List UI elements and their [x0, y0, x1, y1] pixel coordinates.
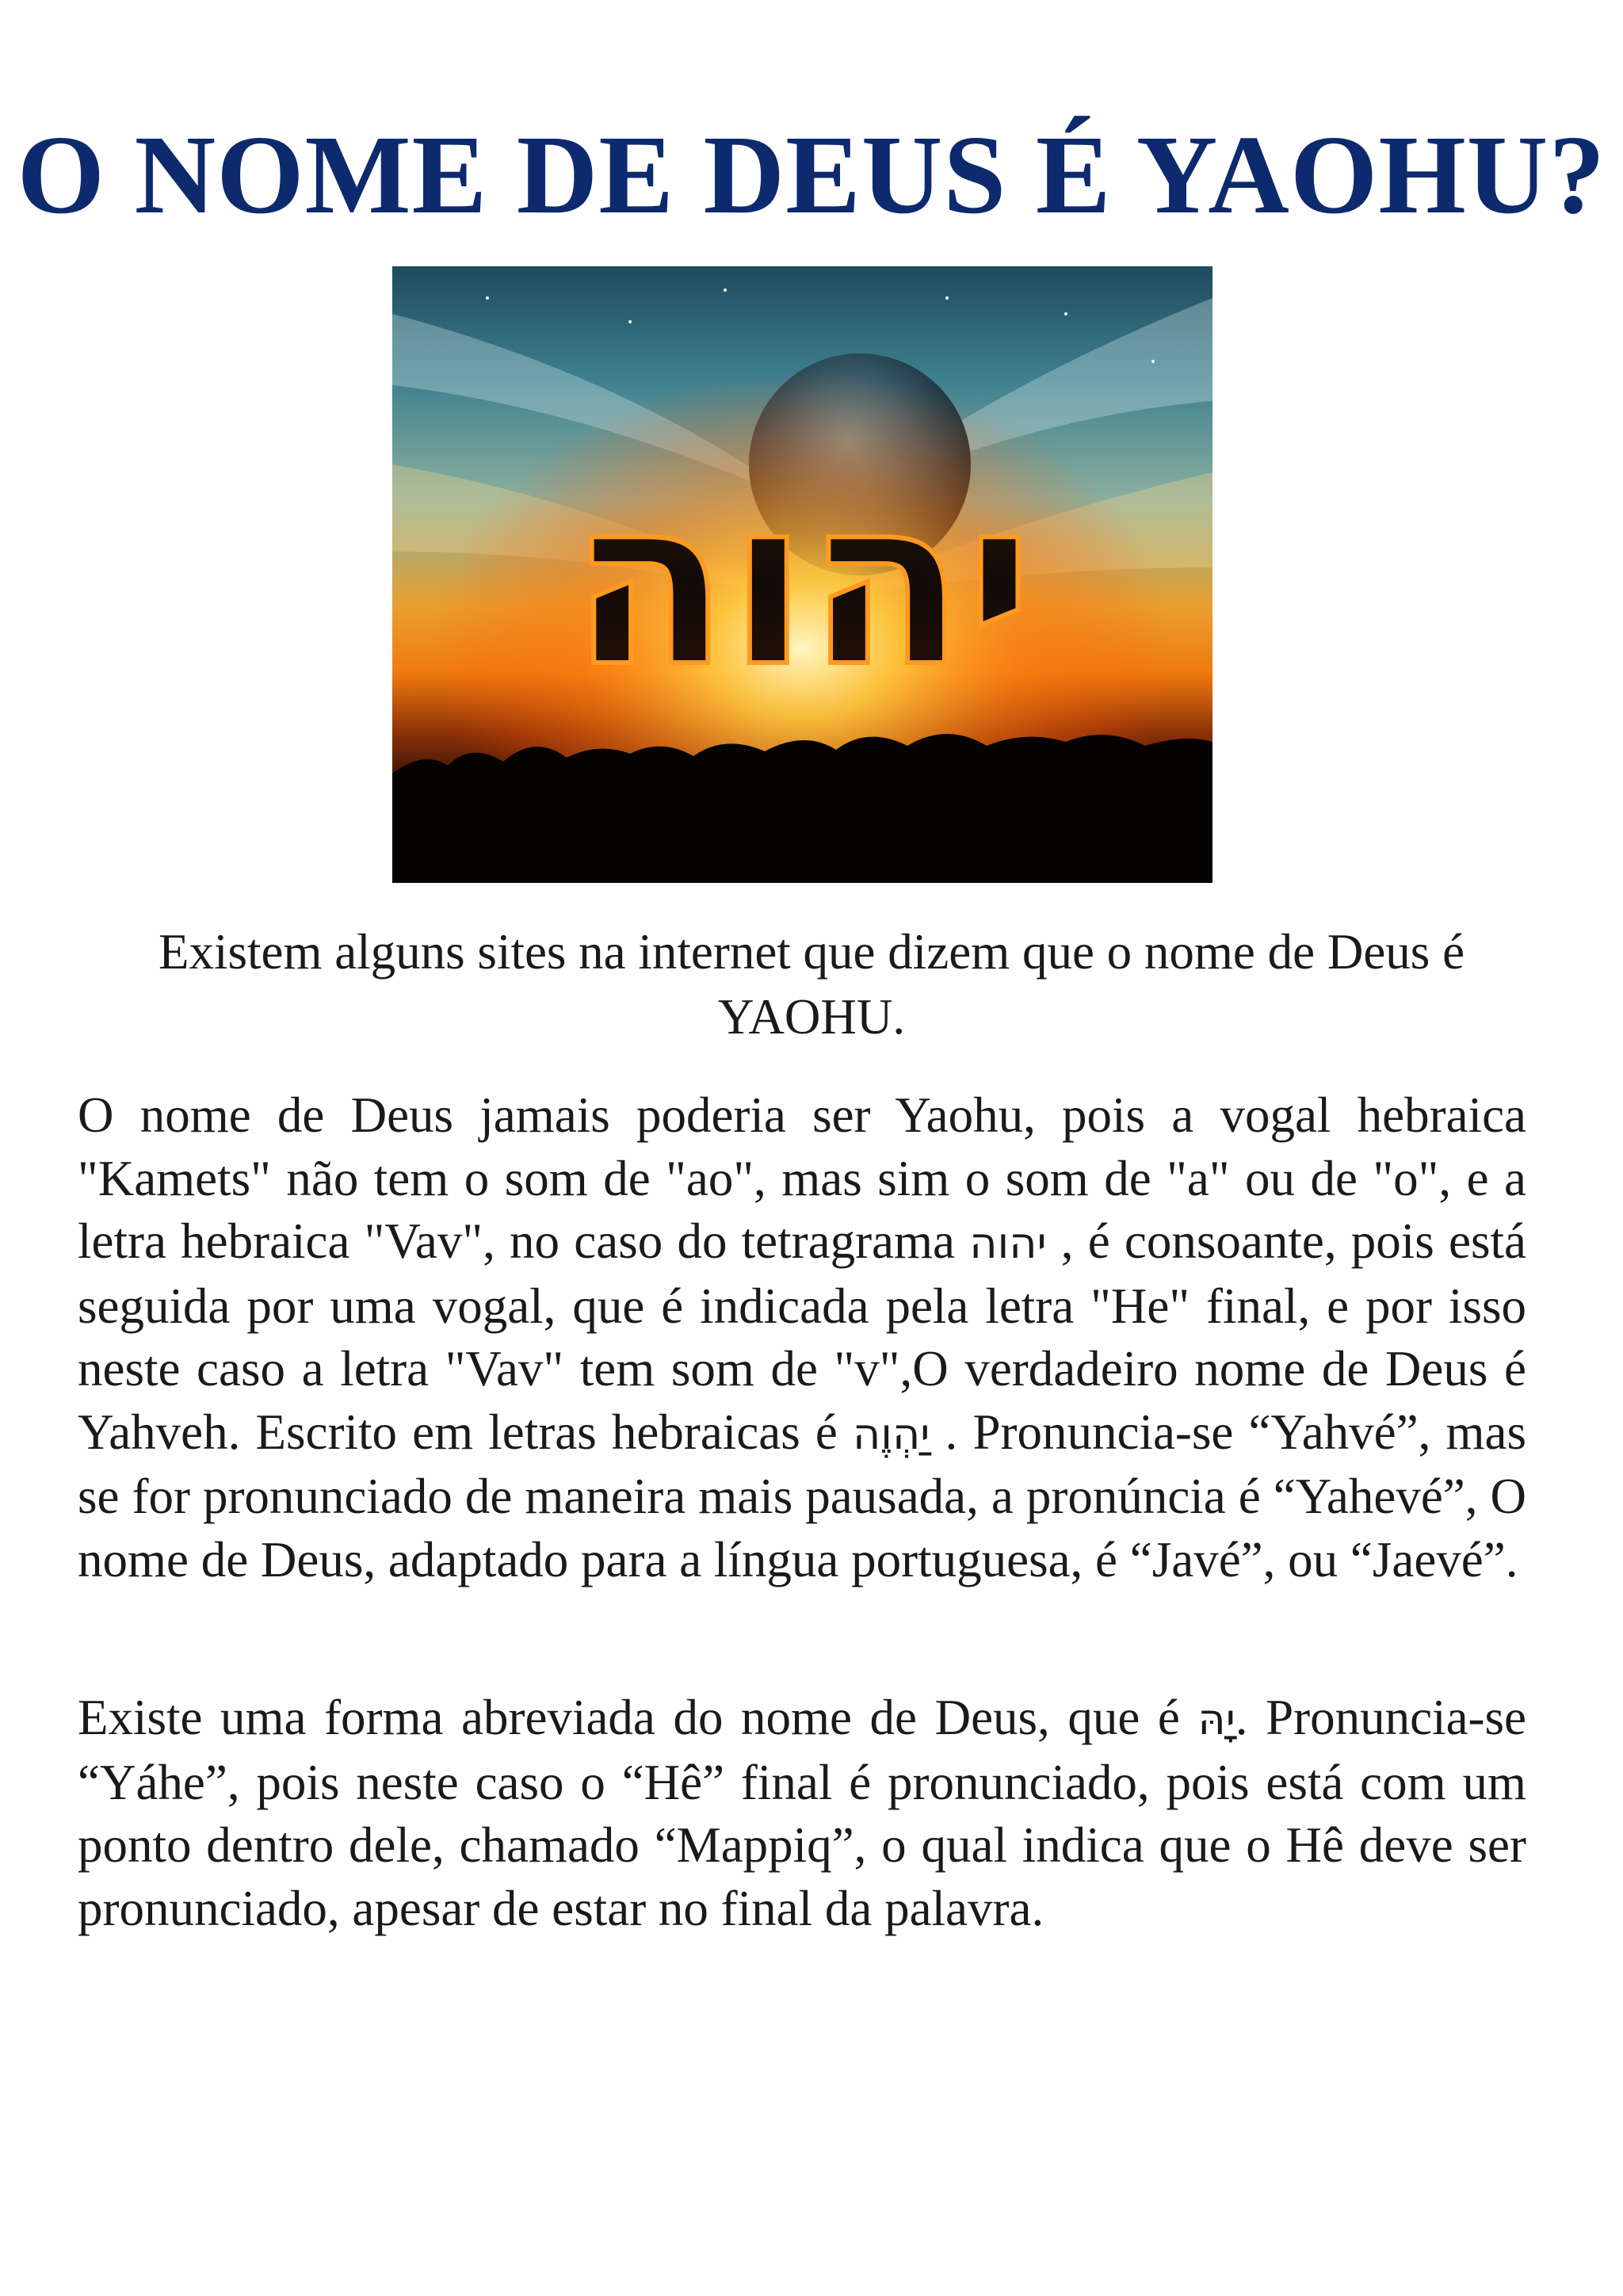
hebrew-yahveh-pointed: יַהְוֶה — [853, 1408, 930, 1459]
paragraph1-text-c: . Pronuncia-se “Yahvé”, mas se for pronunciado de maneira mais pausada, a pronúncia é “Yahevé”, O nome de Deus, adaptado para a língua portuguesa, é “Javé”, ou “Jaevé”. — [78, 1404, 1526, 1587]
hebrew-tetragram: יהוה — [969, 1218, 1047, 1268]
paragraph1-text-a: O nome de Deus jamais poderia ser Yaohu, pois a vogal hebraica "Kamets" não tem o som de "ao", mas sim o som de "a" ou de "o", e a letra hebraica "Vav", no caso do tetragrama — [78, 1087, 1526, 1269]
body-paragraph-1 — [78, 1084, 1526, 1591]
paragraph2-text-b: . Pronuncia-se “Yáhe”, pois neste caso o “Hê” final é pronunciado, pois está com um ponto dentro dele, chamado “Mappiq”, o qual indica que o Hê deve ser pronunciado, apesar de estar no final da palavra. — [78, 1690, 1526, 1936]
tetragrammaton-image — [392, 266, 1212, 883]
hebrew-yah-short: יָהּ — [1197, 1694, 1235, 1744]
hero-hebrew-letters: יהוה — [571, 450, 1033, 717]
tetragrammaton-illustration — [392, 266, 1212, 883]
body-paragraph-2 — [78, 1687, 1526, 1940]
paragraph1-text-b: , é consoante, pois está seguida por uma vogal, que é indicada pela letra "He" final, e por isso neste caso a letra "Vav" tem som de "v",O verdadeiro nome de Deus é Yahveh. Escrito em letras hebraicas é — [78, 1213, 1526, 1460]
intro-paragraph: Existem alguns sites na internet que dizem que o nome de Deus é YAOHU. — [158, 924, 1465, 1045]
paragraph2-text-a: Existe uma forma abreviada do nome de Deus, que é — [78, 1690, 1198, 1745]
page-title: O NOME DE DEUS É YAOHU? — [17, 112, 1606, 237]
